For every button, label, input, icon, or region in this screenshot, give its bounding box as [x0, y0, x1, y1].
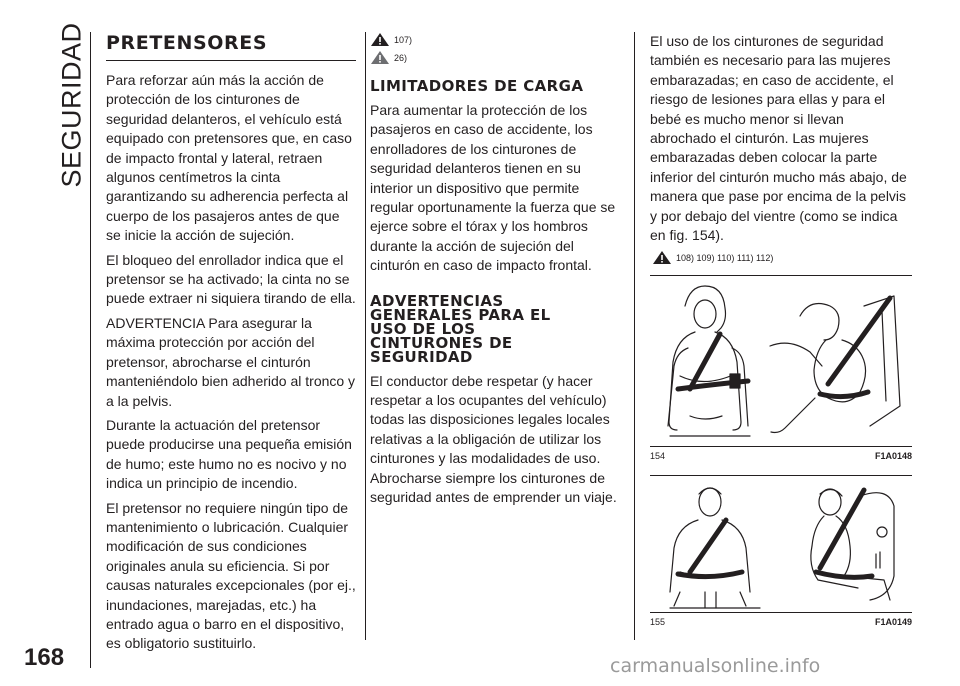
section-tab-label: SEGURIDAD [56, 22, 87, 188]
heading-pretensores: PRETENSORES [106, 32, 356, 61]
warning-triangle-icon [652, 250, 672, 265]
paragraph: El uso de los cinturones de seguridad también es necesario para las mujeres embarazadas; en caso de accidente, el riesgo de lesiones para ellas y para el bebé es mucho menor si llevan abrochado el cinturón. Las mujeres embarazadas deben colocar la parte inferior del cinturón mucho más abajo, de manera que pase por encima de la pelvis y por debajo del vientre (como se indica en fig. 154). [650, 33, 907, 244]
warning-triangle-icon [370, 32, 390, 47]
column-divider-2 [634, 32, 635, 640]
paragraph: El pretensor no requiere ningún tipo de mantenimiento o lubricación. Cualquier modificación de sus condiciones originales anula su eficiencia. Si por causas naturales excepcionales (por ej., inundaciones, marejadas, etc.) ha entrado agua o barro en el dispositivo, es obligatorio sustituirlo. [106, 499, 356, 652]
figure-155 [650, 475, 912, 627]
paragraph: ADVERTENCIA Para asegurar la máxima protección por acción del pretensor, abrocharse el cinturón manteniéndolo bien adherido al tronco y a la pelvis. [106, 314, 356, 409]
paragraph: Para aumentar la protección de los pasajeros en caso de accidente, los enrolladores de los cinturones de seguridad delanteros tienen en su interior un dispositivo que permite regular oportunamente la fuerza que se ejerce sobre el tórax y los hombros durante la acción de sujeción del cinturón en caso de impacto frontal. [370, 102, 616, 274]
paragraph: Para reforzar aún más la acción de protección de los cinturones de seguridad delanteros, el vehículo está equipado con pretensores que, en caso de impacto frontal y lateral, retraen algunos centímetros la cinta garantizando su adherencia perfecta al cuerpo de los pasajeros antes de que se inicie la acción de sujeción. [106, 72, 352, 244]
figure-number: 154 [650, 451, 666, 462]
column-pretensores [106, 32, 356, 659]
warning-ref-text: 107) [394, 34, 413, 45]
paragraph: El bloqueo del enrollador indica que el pretensor se ha activado; la cinta no se puede extraer ni siquiera tirando de ella. [106, 251, 356, 307]
column-limitadores [370, 32, 622, 513]
column-divider-1 [365, 32, 366, 640]
pregnant-woman-seatbelt-illustration [650, 276, 912, 446]
figure-154 [650, 275, 912, 461]
section-tab [52, 22, 92, 188]
figure-caption [650, 612, 912, 627]
caution-triangle-icon [370, 50, 390, 65]
warning-reference [370, 32, 622, 47]
paragraph: Durante la actuación del pretensor puede producirse una pequeña emisión de humo; este humo no es nocivo y no indica un principio de incendio. [106, 416, 352, 492]
heading-limitadores: LIMITADORES DE CARGA [370, 77, 584, 95]
figure-code: F1A0148 [874, 451, 912, 462]
warning-reference [652, 250, 912, 265]
side-divider [90, 32, 91, 668]
caution-ref-text: 26) [394, 52, 408, 63]
page-number: 168 [24, 644, 65, 671]
warning-ref-text: 108) 109) 110) 111) 112) [676, 252, 774, 263]
watermark: carmanualsonline.info [610, 655, 821, 677]
heading-advertencias: ADVERTENCIAS GENERALES PARA EL USO DE LOS CINTURONES DE SEGURIDAD [370, 291, 551, 366]
seated-men-seatbelt-illustration [650, 476, 912, 612]
figure-caption [650, 446, 912, 461]
caution-reference [370, 50, 622, 65]
figure-code: F1A0149 [874, 617, 912, 628]
column-advertencias-cont [650, 32, 912, 627]
figure-number: 155 [650, 617, 666, 628]
paragraph: El conductor debe respetar (y hacer respetar a los ocupantes del vehículo) todas las disposiciones legales locales relativas a la obligación de utilizar los cinturones y las modalidades de uso. Abrocharse siempre los cinturones de seguridad antes de emprender un viaje. [370, 372, 617, 506]
